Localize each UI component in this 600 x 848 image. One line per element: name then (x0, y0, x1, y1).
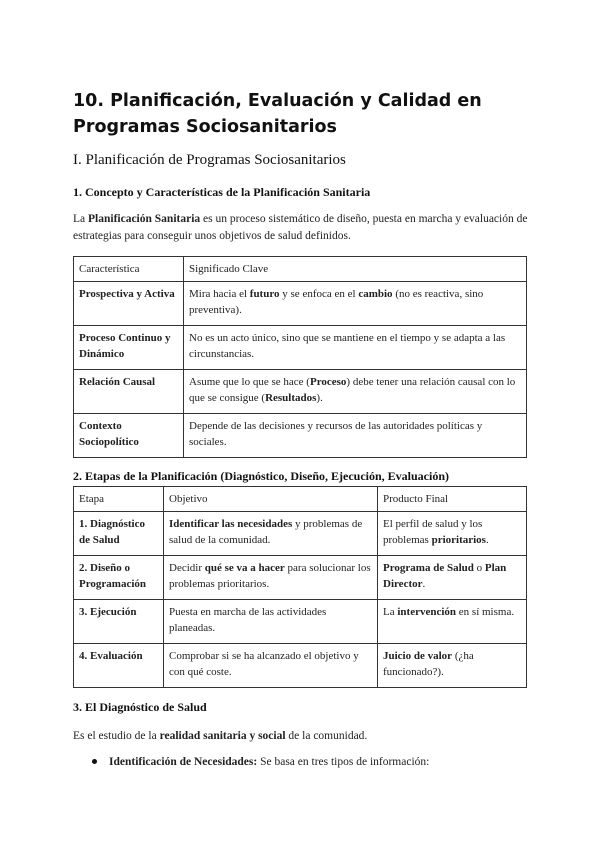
row-key: Contexto Sociopolítico (74, 414, 184, 458)
stages-table (73, 486, 527, 688)
column-header: Etapa (74, 487, 164, 512)
table-row (74, 644, 527, 688)
row-value: Mira hacia el futuro y se enfoca en el cambio (no es reactiva, sino preventiva). (184, 282, 527, 326)
subsection-heading-diagnostico: 3. El Diagnóstico de Salud (73, 700, 207, 714)
column-header: Significado Clave (184, 257, 527, 282)
stage-objective: Puesta en marcha de las actividades planeadas. (164, 600, 378, 644)
table-row (74, 414, 527, 458)
table-row (74, 600, 527, 644)
stage-objective: Identificar las necesidades y problemas de salud de la comunidad. (164, 512, 378, 556)
stage-name: 2. Diseño o Programación (74, 556, 164, 600)
stage-name: 3. Ejecución (74, 600, 164, 644)
row-key: Relación Causal (74, 370, 184, 414)
stage-product: Juicio de valor (¿ha funcionado?). (378, 644, 527, 688)
table-header-row (74, 257, 527, 282)
stage-objective: Comprobar si se ha alcanzado el objetivo y con qué coste. (164, 644, 378, 688)
stage-name: 1. Diagnóstico de Salud (74, 512, 164, 556)
list-item: Identificación de Necesidades: Se basa en tres tipos de información: (92, 756, 532, 768)
column-header: Objetivo (164, 487, 378, 512)
table-row (74, 512, 527, 556)
stage-product: La intervención en sí misma. (378, 600, 527, 644)
table-row (74, 282, 527, 326)
stage-objective: Decidir qué se va a hacer para solucionar los problemas prioritarios. (164, 556, 378, 600)
row-value: Asume que lo que se hace (Proceso) debe tener una relación causal con lo que se consigue (Resultados). (184, 370, 527, 414)
row-value: No es un acto único, sino que se mantiene en el tiempo y se adapta a las circunstancias. (184, 326, 527, 370)
row-value: Depende de las decisiones y recursos de las autoridades políticas y sociales. (184, 414, 527, 458)
stage-product: El perfil de salud y los problemas prioritarios. (378, 512, 527, 556)
section-heading-planificacion: I. Planificación de Programas Sociosanitarios (73, 152, 346, 168)
column-header: Producto Final (378, 487, 527, 512)
row-key: Proceso Continuo y Dinámico (74, 326, 184, 370)
row-key: Prospectiva y Activa (74, 282, 184, 326)
bullet-icon (92, 759, 97, 764)
characteristics-table (73, 256, 527, 458)
table-row (74, 326, 527, 370)
subsection-heading-concepto: 1. Concepto y Características de la Planificación Sanitaria (73, 185, 371, 199)
table-header-row (74, 487, 527, 512)
page-title: 10. Planificación, Evaluación y Calidad en Programas Sociosanitarios (73, 91, 482, 137)
subsection-heading-etapas: 2. Etapas de la Planificación (Diagnóstico, Diseño, Ejecución, Evaluación) (73, 469, 450, 483)
table-row (74, 556, 527, 600)
intro-paragraph-diagnostico: Es el estudio de la realidad sanitaria y social de la comunidad. (73, 730, 368, 742)
stage-name: 4. Evaluación (74, 644, 164, 688)
intro-paragraph-planificacion: La Planificación Sanitaria es un proceso sistemático de diseño, puesta en marcha y evaluación de estrategias para conseguir unos objetivos de salud definidos. (73, 213, 528, 242)
table-row (74, 370, 527, 414)
stage-product: Programa de Salud o Plan Director. (378, 556, 527, 600)
column-header: Característica (74, 257, 184, 282)
